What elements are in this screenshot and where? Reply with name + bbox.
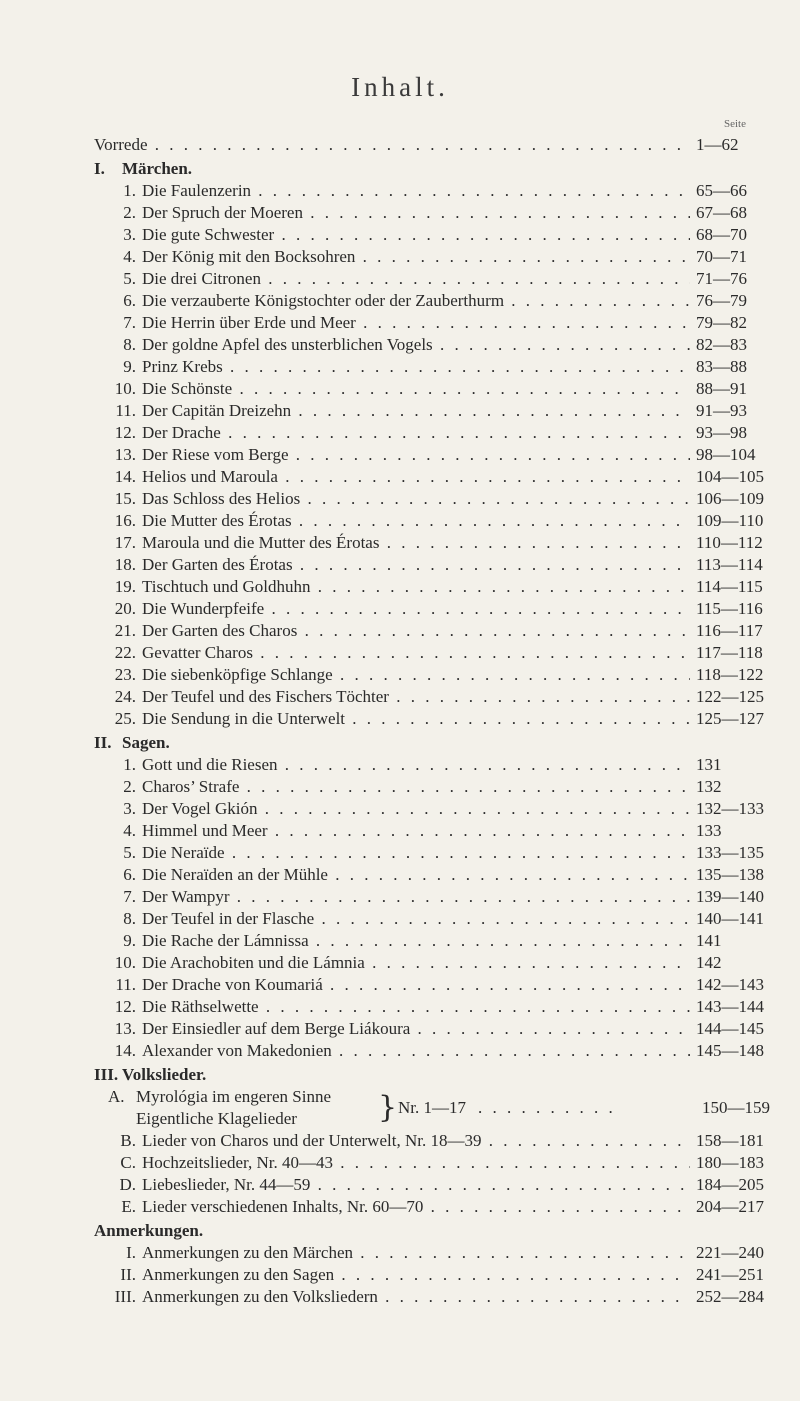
section-title: Anmerkungen. [94,1221,204,1240]
toc-entry-title: Die drei Citronen . . . [136,268,690,290]
section-heading-volkslieder [94,1064,774,1086]
toc-entry-title: Die Sendung in die Unterwelt . . . [136,708,690,730]
toc-entry-pages: 132 [696,777,722,796]
toc-entry-number: 3. [123,225,136,244]
toc-entry-number: 5. [123,843,136,862]
toc-entry-number: 25. [114,709,136,728]
toc-entry-title: Prinz Krebs . . . [136,356,690,378]
toc-entry-title: Gott und die Riesen . . . [136,754,690,776]
toc-entry-number: 7. [123,313,136,332]
toc-entry-pages: 116—117 [696,621,763,640]
toc-entry-number: 2. [123,777,136,796]
toc-entry-pages: 141 [696,931,722,950]
toc-sections [94,158,774,1062]
toc-entry-number: 15. [114,489,136,508]
toc-entry [94,1242,774,1264]
toc-entry-number: 17. [114,533,136,552]
toc-entry-pages: 204—217 [696,1197,764,1216]
page-column-header: Seite [724,118,746,130]
toc-entry-number: 20. [114,599,136,618]
toc-entry [94,224,774,246]
toc-entry-title: Helios und Maroula . . . [136,466,690,488]
toc-entry [94,1130,774,1152]
toc-entry-title-line1: Myrológia im engeren Sinne [136,1087,331,1106]
toc-entry-title: Der Drache von Koumariá . . . [136,974,690,996]
toc-entry-pages: 79—82 [696,313,747,332]
toc-entry-number: 9. [123,357,136,376]
toc-entry [94,930,774,952]
toc-entry [94,1174,774,1196]
toc-entry-number: 1. [123,755,136,774]
toc-entry [94,642,774,664]
toc-entry-pages: 132—133 [696,799,764,818]
section-title: Märchen. [122,159,193,178]
toc-entry-pages: 82—83 [696,335,747,354]
toc-entry [94,1018,774,1040]
toc-entry-title: Der Vogel Gkión . . . [136,798,690,820]
toc-entry-pages: 142 [696,953,722,972]
toc-entry-title: Anmerkungen zu den Märchen . . . [136,1242,690,1264]
toc-entry-number: 4. [123,247,136,266]
toc-entry-title: Der goldne Apfel des unsterblichen Vogels . . . [136,334,690,356]
toc-entry-title: Charos’ Strafe . . . [136,776,690,798]
toc-entry-number: 14. [114,467,136,486]
toc-entry-number: E. [121,1197,136,1216]
toc-entry [94,798,774,820]
toc-entry [94,1286,774,1308]
toc-entry-pages: 1—62 [696,135,739,154]
toc-entry-title: Die Neraïden an der Mühle . . . [136,864,690,886]
toc-entry-title: Die Faulenzerin . . . [136,180,690,202]
toc-entry-title: Die Räthselwette . . . [136,996,690,1018]
toc-entry-title: Der Wampyr . . . [136,886,690,908]
toc-entry-number: 1. [123,181,136,200]
section-heading [94,158,774,180]
page-title: Inhalt. [351,72,449,102]
toc-entry-pages: 91—93 [696,401,747,420]
toc-entry-pages: 67—68 [696,203,747,222]
section-roman: III. [94,1065,119,1084]
toc-entry-pages: 140—141 [696,909,764,928]
toc-entry-title: Himmel und Meer . . . [136,820,690,842]
toc-entry-number: 19. [114,577,136,596]
section-roman: I. [94,159,105,178]
toc-entry-pages: 68—70 [696,225,747,244]
toc-entry-pages: 88—91 [696,379,747,398]
toc-entry-number: 21. [114,621,136,640]
toc-entry-title: Lieder verschiedenen Inhalts, Nr. 60—70 . . . [136,1196,690,1218]
toc-entry-pages: 150—159 [702,1098,770,1117]
toc-entry-pages: 110—112 [696,533,763,552]
toc-entry [94,754,774,776]
toc-entry-number: 14. [114,1041,136,1060]
toc-entry [94,1264,774,1286]
toc-entry [94,1152,774,1174]
toc-entry-title: Der Einsiedler auf dem Berge Liákoura . . . [136,1018,690,1040]
toc-entry-pages: 115—116 [696,599,763,618]
toc-entry-title: Der König mit den Bocksohren . . . [136,246,690,268]
toc-entry [94,664,774,686]
toc-entry-pages: 71—76 [696,269,747,288]
toc-entry [94,820,774,842]
toc-entry-number: 8. [123,909,136,928]
toc-entry [94,908,774,930]
section-roman: II. [94,733,112,752]
toc-entry-pages: 158—181 [696,1131,764,1150]
toc-entry-number: 5. [123,269,136,288]
toc-entry-number: 3. [123,799,136,818]
toc-entry-number: 11. [115,975,136,994]
toc-entry-range: Nr. 1—17 [398,1098,466,1117]
toc-entry-pages: 145—148 [696,1041,764,1060]
toc-entry [94,334,774,356]
toc-entry [94,202,774,224]
toc-entry-title: Der Teufel und des Fischers Töchter . . . [136,686,690,708]
toc-entry [94,708,774,730]
toc-entry-pages: 104—105 [696,467,764,486]
toc-entry-number: 8. [123,335,136,354]
toc-entry-title: Alexander von Makedonien . . . [136,1040,690,1062]
toc-entry-title: Der Capitän Dreizehn . . . [136,400,690,422]
toc-entry-pages: 83—88 [696,357,747,376]
toc-entry [94,776,774,798]
toc-entry [94,952,774,974]
toc-entry [94,554,774,576]
volkslieder-list [94,1130,774,1218]
toc-entry-number: I. [126,1243,136,1262]
toc-entry-title: Hochzeitslieder, Nr. 40—43 . . . [136,1152,690,1174]
anmerkungen-list [94,1242,774,1308]
toc-entry-myrologia [94,1086,774,1130]
toc-entry [94,842,774,864]
toc-entry-title: Der Drache . . . [136,422,690,444]
toc-entry-number: II. [120,1265,136,1284]
toc-entry-title-line2: Eigentliche Klagelieder [136,1109,297,1128]
toc-entry [94,400,774,422]
toc-entry-pages: 241—251 [696,1265,764,1284]
toc-entry-pages: 109—110 [696,511,764,530]
toc-entry [94,510,774,532]
toc-entry [94,422,774,444]
toc-entry [94,532,774,554]
toc-entry-number: C. [120,1153,136,1172]
toc-entry-title: Tischtuch und Goldhuhn . . . [136,576,690,598]
toc-entry-pages: 144—145 [696,1019,764,1038]
toc-entry-pages: 106—109 [696,489,764,508]
toc-entry-title: Anmerkungen zu den Sagen . . . [136,1264,690,1286]
toc-entry-pages: 180—183 [696,1153,764,1172]
toc-entry-title: Die Mutter des Érotas . . . [136,510,690,532]
toc-entry-pages: 184—205 [696,1175,764,1194]
toc-entry [94,864,774,886]
toc-entry-number: 24. [114,687,136,706]
toc-entry-title: Die Schönste . . . [136,378,690,400]
toc-entry-number: 22. [114,643,136,662]
toc-entry-pages: 139—140 [696,887,764,906]
toc-entry [94,1196,774,1218]
toc-entry-title: Liebeslieder, Nr. 44—59 . . . [136,1174,690,1196]
toc-entry-title: Die Rache der Lámnissa . . . [136,930,690,952]
toc-entry-pages: 113—114 [696,555,763,574]
toc-entry-number: 16. [114,511,136,530]
section-heading [94,732,774,754]
toc-entry [94,356,774,378]
toc-entry-title: Der Teufel in der Flasche . . . [136,908,690,930]
toc-entry-pages: 133—135 [696,843,764,862]
toc-entry-number: 10. [114,379,136,398]
toc-entry-title: Der Garten des Charos . . . [136,620,690,642]
toc-entry [94,576,774,598]
toc-entry-number: 12. [114,423,136,442]
toc-entry-number: D. [119,1175,136,1194]
toc-entry [94,686,774,708]
toc-entry-number: 2. [123,203,136,222]
toc-entry-title: Gevatter Charos . . . [136,642,690,664]
toc-entry [94,1040,774,1062]
toc-entry-title: Die verzauberte Königstochter oder der Zauberthurm . . . [136,290,690,312]
toc-entry-pages: 70—71 [696,247,747,266]
toc-entry [94,620,774,642]
toc-entry-title: Der Garten des Érotas . . . [136,554,690,576]
toc-entry-number: 18. [114,555,136,574]
toc-entry-title: Der Riese vom Berge . . . [136,444,690,466]
toc-entry-title: Die siebenköpfige Schlange . . . [136,664,690,686]
toc-entry-pages: 252—284 [696,1287,764,1306]
toc-entry-number: 11. [115,401,136,420]
toc-entry-pages: 221—240 [696,1243,764,1262]
toc-entry [94,996,774,1018]
toc-entry-number: 6. [123,865,136,884]
toc-entry-number: A. [108,1087,125,1106]
toc-entry-title: Die Wunderpfeife . . . [136,598,690,620]
toc-entry-number: 10. [114,953,136,972]
toc-entry-pages: 125—127 [696,709,764,728]
toc-entry-number: 13. [114,445,136,464]
toc-entry [94,246,774,268]
toc-entry-pages: 135—138 [696,865,764,884]
toc-entry-title: Der Spruch der Moeren . . . [136,202,690,224]
toc-entry-pages: 98—104 [696,445,756,464]
toc-entry [94,466,774,488]
toc-entry [94,312,774,334]
toc-entry-pages: 122—125 [696,687,764,706]
toc-entry-title: Vorrede . . . [94,134,690,156]
toc-entry-pages: 118—122 [696,665,764,684]
toc-entry-pages: 93—98 [696,423,747,442]
toc-entry-number: 7. [123,887,136,906]
toc-entry [94,886,774,908]
toc-entry [94,488,774,510]
toc-entry-pages: 142—143 [696,975,764,994]
toc-entry-number: 12. [114,997,136,1016]
toc-entry-pages: 143—144 [696,997,764,1016]
toc-entry [94,598,774,620]
toc-entry [94,444,774,466]
toc-entry [94,378,774,400]
toc-entry-title: Anmerkungen zu den Volksliedern . . . [136,1286,690,1308]
toc-entry-pages: 114—115 [696,577,763,596]
section-title: Volkslieder. [122,1065,207,1084]
toc-entry-pages: 133 [696,821,722,840]
toc-entry-number: 4. [123,821,136,840]
toc-entry-vorrede [94,134,774,156]
toc-entry-number: 9. [123,931,136,950]
toc-entry-pages: 76—79 [696,291,747,310]
section-heading-anmerkungen [94,1220,774,1242]
toc-entry-number: B. [120,1131,136,1150]
toc-entry-number: 13. [114,1019,136,1038]
toc-entry-title: Die Arachobiten und die Lámnia . . . [136,952,690,974]
toc-entry [94,268,774,290]
toc-entry-title: Das Schloss des Helios . . . [136,488,690,510]
leader-dots: . . . . . . . . . . [478,1098,616,1117]
toc-entry-title: Die Neraïde . . . [136,842,690,864]
toc-entry [94,180,774,202]
toc-entry-title: Lieder von Charos und der Unterwelt, Nr. 18—39 . . . [136,1130,690,1152]
toc-entry-number: III. [114,1287,136,1306]
toc-entry-pages: 117—118 [696,643,763,662]
section-title: Sagen. [122,733,170,752]
toc-entry [94,290,774,312]
brace-glyph: } [378,1090,398,1125]
toc-entry-number: 23. [114,665,136,684]
table-of-contents [94,134,774,1308]
toc-entry-pages: 65—66 [696,181,747,200]
toc-entry-title: Die gute Schwester . . . [136,224,690,246]
toc-entry [94,974,774,996]
toc-entry-title: Maroula und die Mutter des Érotas . . . [136,532,690,554]
toc-entry-pages: 131 [696,755,722,774]
toc-entry-title: Die Herrin über Erde und Meer . . . [136,312,690,334]
toc-entry-number: 6. [123,291,136,310]
